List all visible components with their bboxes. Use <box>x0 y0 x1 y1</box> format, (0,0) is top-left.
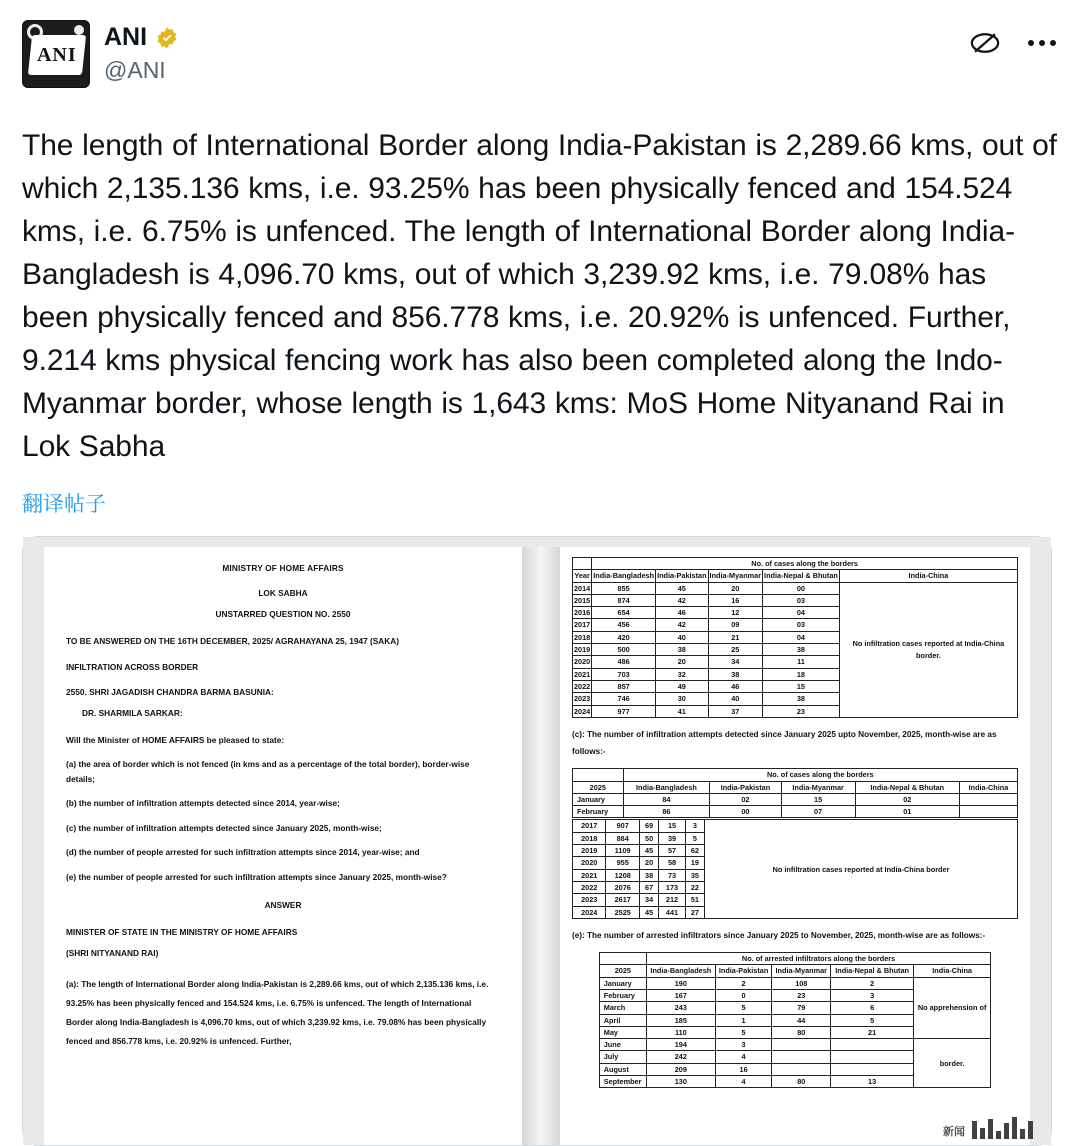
cell-bangladesh: 855 <box>592 582 656 594</box>
doc-minister-1: MINISTER OF STATE IN THE MINISTRY OF HOME AFFAIRS <box>66 926 298 937</box>
cell-year: 2024 <box>574 706 591 716</box>
cell-nepal-bhutan: 6 <box>831 1002 914 1014</box>
cell-nepal-bhutan: 04 <box>763 631 840 643</box>
cell-nepal-bhutan: 00 <box>763 582 840 594</box>
cell-myanmar: 12 <box>708 607 763 619</box>
cell-bangladesh: 2076 <box>606 881 639 893</box>
cell-myanmar: 79 <box>772 1002 831 1014</box>
doc-answer-a: (a): The length of International Border along India-Pakistan is 2,289.66 kms, out of which 2,135.136 kms, i.e. 93.25% has been physically fenced and 154.524 kms, i.e. 6.75% is unfenced. The length of International Border along India-Bangladesh is 4,096.70 kms, out of which 3,239.92 kms, i.e. 79.08% has been physically fenced and 856.778 kms, i.e. 20.92% is unfenced. Further, <box>66 978 489 1046</box>
col-india-bangladesh: India-Bangladesh <box>646 965 715 977</box>
col-india-china: India-China <box>839 570 1017 582</box>
cell-pakistan: 38 <box>656 644 708 656</box>
cell-pakistan: 50 <box>639 832 658 844</box>
display-name-row <box>104 24 179 52</box>
cell-nepal-bhutan <box>831 1063 914 1075</box>
cell-bangladesh: 1208 <box>606 869 639 881</box>
cell-pakistan: 67 <box>639 881 658 893</box>
col-year-2025: 2025 <box>573 781 624 793</box>
watermark-label: 新闻 <box>943 1126 965 1138</box>
cell-nepal-bhutan: 03 <box>763 619 840 631</box>
col-india-nepal-bhutan: India-Nepal & Bhutan <box>764 571 838 581</box>
cell-myanmar: 20 <box>708 582 763 594</box>
cell-bangladesh: 703 <box>592 668 656 680</box>
cell-pakistan: 42 <box>656 594 708 606</box>
cell-year: 2023 <box>574 694 591 704</box>
col-india-bangladesh: India-Bangladesh <box>593 571 655 581</box>
cell-bangladesh: 194 <box>646 1039 715 1051</box>
doc-asker-2: DR. SHARMILA SARKAR: <box>82 708 183 719</box>
tweet-text: The length of International Border along India-Pakistan is 2,289.66 kms, out of which 2,135.136 kms, i.e. 93.25% has been physically fenced and 154.524 kms, i.e. 6.75% is unfenced. The length of International Border along India-Bangladesh is 4,096.70 kms, out of which 3,239.92 kms, i.e. 79.08% has been physically fenced and 856.778 kms, i.e. 20.92% is unfenced. Further, 9.214 kms physical fencing work has also been completed along the Indo-Myanmar border, whose length is 1,643 kms: MoS Home Nityanand Rai in Lok Sabha <box>22 129 1057 463</box>
watermark <box>943 1117 1033 1139</box>
doc-question-e: (e) the number of people arrested for such infiltration attempts since January 2025, month-wise? <box>66 871 447 882</box>
cell-bangladesh: 654 <box>592 607 656 619</box>
cell-bangladesh: 884 <box>606 832 639 844</box>
cell-pakistan: 4 <box>715 1076 772 1088</box>
cell-myanmar: 38 <box>708 668 763 680</box>
col-india-pakistan: India-Pakistan <box>657 571 707 581</box>
doc-caption-c: (c): The number of infiltration attempts detected since January 2025 upto November, 2025, month-wise are as follows:- <box>572 729 997 757</box>
cell-pakistan: 45 <box>656 582 708 594</box>
cell-myanmar: 39 <box>659 832 685 844</box>
table-infiltration-yearwise <box>572 557 1018 718</box>
doc-answer-date: TO BE ANSWERED ON THE 16TH DECEMBER, 2025/ AGRAHAYANA 25, 1947 (SAKA) <box>66 635 400 646</box>
cell-nepal-bhutan: 23 <box>763 705 840 717</box>
document-scan <box>23 537 1051 1145</box>
cell-nepal-bhutan: 5 <box>831 1014 914 1026</box>
cell-bangladesh: 243 <box>646 1002 715 1014</box>
cell-nepal-bhutan: 18 <box>763 668 840 680</box>
cell-month: April <box>599 1014 646 1026</box>
cell-bangladesh: 907 <box>606 820 639 832</box>
table-row <box>599 977 990 989</box>
cell-pakistan: 46 <box>656 607 708 619</box>
cell-pakistan: 02 <box>710 793 781 805</box>
more-options-icon[interactable] <box>1026 36 1058 50</box>
cell-pakistan: 69 <box>639 820 658 832</box>
cell-year: 2022 <box>573 881 606 893</box>
cell-nepal-bhutan: 51 <box>685 894 704 906</box>
account-handle[interactable]: @ANI <box>104 56 166 83</box>
cell-pakistan: 3 <box>715 1039 772 1051</box>
grok-icon[interactable] <box>970 28 1000 58</box>
cell-year: 2022 <box>574 681 591 691</box>
account-names <box>104 20 179 83</box>
cell-bangladesh: 857 <box>592 680 656 692</box>
cell-myanmar: 80 <box>772 1076 831 1088</box>
cell-year: 2024 <box>573 906 606 918</box>
table-row <box>573 558 1018 570</box>
cell-month: February <box>573 806 624 818</box>
cell-year: 2020 <box>574 657 591 667</box>
document-page-left <box>44 547 522 1145</box>
cell-myanmar: 80 <box>772 1026 831 1038</box>
cell-bangladesh: 86 <box>623 806 710 818</box>
table-row <box>573 820 1018 832</box>
cell-bangladesh: 167 <box>646 989 715 1001</box>
avatar-logo-text: ANI <box>37 43 77 66</box>
avatar[interactable] <box>22 20 90 88</box>
cell-china <box>959 806 1017 818</box>
cell-nepal-bhutan: 21 <box>831 1026 914 1038</box>
table-spacer <box>599 953 646 965</box>
cell-myanmar: 212 <box>659 894 685 906</box>
col-india-nepal-bhutan: India-Nepal & Bhutan <box>831 965 914 977</box>
col-india-nepal-bhutan: India-Nepal & Bhutan <box>855 781 959 793</box>
cell-nepal-bhutan: 03 <box>763 594 840 606</box>
doc-question-b: (b) the number of infiltration attempts detected since 2014, year-wise; <box>66 798 340 809</box>
cell-myanmar: 57 <box>659 845 685 857</box>
cell-year: 2021 <box>574 669 591 679</box>
cell-pakistan: 49 <box>656 680 708 692</box>
cell-year: 2018 <box>573 832 606 844</box>
doc-question-d: (d) the number of people arrested for such infiltration attempts since 2014, year-wise; and <box>66 847 420 858</box>
cell-myanmar <box>772 1063 831 1075</box>
cell-year: 2019 <box>574 645 591 655</box>
cell-pakistan: 41 <box>656 705 708 717</box>
cell-pakistan: 20 <box>656 656 708 668</box>
cell-bangladesh: 209 <box>646 1063 715 1075</box>
cell-pakistan: 40 <box>656 631 708 643</box>
cell-nepal-bhutan: 04 <box>763 607 840 619</box>
cell-myanmar: 58 <box>659 857 685 869</box>
cell-pakistan: 5 <box>715 1002 772 1014</box>
cell-nepal-bhutan: 2 <box>831 977 914 989</box>
cell-myanmar: 07 <box>781 806 855 818</box>
document-page-right <box>560 547 1030 1145</box>
cell-bangladesh: 746 <box>592 693 656 705</box>
table-spacer <box>573 769 624 781</box>
cell-bangladesh: 130 <box>646 1076 715 1088</box>
cell-bangladesh: 456 <box>592 619 656 631</box>
col-india-bangladesh: India-Bangladesh <box>623 781 710 793</box>
cell-bangladesh: 955 <box>606 857 639 869</box>
cell-bangladesh: 874 <box>592 594 656 606</box>
cell-nepal-bhutan: 15 <box>763 680 840 692</box>
cell-nepal-bhutan <box>831 1039 914 1051</box>
cell-month: September <box>599 1076 646 1088</box>
cell-month: January <box>573 793 624 805</box>
cell-year: 2014 <box>574 583 591 593</box>
doc-minister-2: (SHRI NITYANAND RAI) <box>66 948 159 959</box>
table-row <box>573 582 1018 594</box>
table-infiltration-monthwise-2025 <box>572 768 1018 818</box>
cell-year: 2018 <box>574 632 591 642</box>
cell-pakistan: 34 <box>639 894 658 906</box>
cell-pakistan: 32 <box>656 668 708 680</box>
cell-myanmar: 37 <box>708 705 763 717</box>
col-india-pakistan: India-Pakistan <box>715 965 772 977</box>
cell-bangladesh: 2617 <box>606 894 639 906</box>
cell-nepal-bhutan: 38 <box>763 693 840 705</box>
cell-pakistan: 38 <box>639 869 658 881</box>
cell-pakistan: 1 <box>715 1014 772 1026</box>
cell-pakistan: 5 <box>715 1026 772 1038</box>
cell-year: 2016 <box>574 608 591 618</box>
header-actions <box>970 20 1058 58</box>
col-year-2025: 2025 <box>599 965 646 977</box>
cell-myanmar: 173 <box>659 881 685 893</box>
cell-nepal-bhutan: 22 <box>685 881 704 893</box>
table-row <box>573 769 1018 781</box>
table-arrested-monthwise-2025 <box>599 952 991 1088</box>
cell-bangladesh: 190 <box>646 977 715 989</box>
cell-nepal-bhutan: 27 <box>685 906 704 918</box>
table-row <box>573 806 1018 818</box>
cell-pakistan: 00 <box>710 806 781 818</box>
table-header-row <box>599 965 990 977</box>
cell-nepal-bhutan: 02 <box>855 793 959 805</box>
cell-nepal-bhutan: 19 <box>685 857 704 869</box>
cell-pakistan: 2 <box>715 977 772 989</box>
col-india-pakistan: India-Pakistan <box>710 781 781 793</box>
cell-pakistan: 20 <box>639 857 658 869</box>
table-arrested-yearwise <box>572 819 1018 918</box>
table-title-b: No. of cases along the borders <box>592 558 1018 570</box>
cell-year: 2017 <box>573 820 606 832</box>
table-title-c: No. of cases along the borders <box>623 769 1017 781</box>
cell-nepal-bhutan: 01 <box>855 806 959 818</box>
doc-will-minister: Will the Minister of HOME AFFAIRS be pleased to state: <box>66 734 285 745</box>
cell-bangladesh: 486 <box>592 656 656 668</box>
cell-myanmar: 44 <box>772 1014 831 1026</box>
doc-question-a: (a) the area of border which is not fenced (in kms and as a percentage of the total border), border-wise details; <box>66 759 470 784</box>
doc-question-no: UNSTARRED QUESTION NO. 2550 <box>215 609 351 620</box>
display-name[interactable]: ANI <box>104 23 148 51</box>
cell-nepal-bhutan: 62 <box>685 845 704 857</box>
cell-month: July <box>599 1051 646 1063</box>
cell-nepal-bhutan: 13 <box>831 1076 914 1088</box>
cell-myanmar: 09 <box>708 619 763 631</box>
cell-china-note: No infiltration cases reported at India-China border. <box>839 582 1017 717</box>
cell-myanmar: 441 <box>659 906 685 918</box>
translate-post-link[interactable]: 翻译帖子 <box>22 493 106 516</box>
cell-pakistan: 0 <box>715 989 772 1001</box>
cell-month: May <box>599 1026 646 1038</box>
col-year: Year <box>574 571 590 581</box>
table-row <box>599 953 990 965</box>
table-header-row <box>573 781 1018 793</box>
cell-bangladesh: 1109 <box>606 845 639 857</box>
cell-year: 2019 <box>573 845 606 857</box>
tweet-media-card[interactable] <box>22 536 1052 1146</box>
cell-bangladesh: 977 <box>592 705 656 717</box>
cell-pakistan: 30 <box>656 693 708 705</box>
doc-house: LOK SABHA <box>258 587 308 598</box>
cell-myanmar <box>772 1039 831 1051</box>
cell-bangladesh: 242 <box>646 1051 715 1063</box>
cell-myanmar: 15 <box>781 793 855 805</box>
table-row <box>599 1039 990 1051</box>
cell-month: June <box>599 1039 646 1051</box>
table-row <box>573 793 1018 805</box>
col-india-china: India-China <box>914 965 991 977</box>
cell-month: March <box>599 1002 646 1014</box>
cell-bangladesh: 500 <box>592 644 656 656</box>
cell-pakistan: 45 <box>639 906 658 918</box>
cell-bangladesh: 110 <box>646 1026 715 1038</box>
col-india-myanmar: India-Myanmar <box>772 965 831 977</box>
cell-myanmar: 73 <box>659 869 685 881</box>
cell-china-note: No apprehension of <box>914 977 991 1038</box>
cell-myanmar: 34 <box>708 656 763 668</box>
cell-china <box>959 793 1017 805</box>
cell-nepal-bhutan: 38 <box>763 644 840 656</box>
cell-bangladesh: 2525 <box>606 906 639 918</box>
cell-myanmar: 25 <box>708 644 763 656</box>
cell-month: January <box>599 977 646 989</box>
cell-month: August <box>599 1063 646 1075</box>
cell-nepal-bhutan: 5 <box>685 832 704 844</box>
cell-myanmar: 108 <box>772 977 831 989</box>
doc-question-c: (c) the number of infiltration attempts detected since January 2025, month-wise; <box>66 822 382 833</box>
cell-pakistan: 16 <box>715 1063 772 1075</box>
avatar-lens-small-icon <box>74 25 84 35</box>
cell-myanmar <box>772 1051 831 1063</box>
cell-bangladesh: 84 <box>623 793 710 805</box>
verified-icon <box>155 26 179 50</box>
cell-china-note: No infiltration cases reported at India-China border <box>705 820 1018 918</box>
cell-bangladesh: 185 <box>646 1014 715 1026</box>
page-gutter <box>522 547 560 1145</box>
cell-myanmar: 46 <box>708 680 763 692</box>
avatar-logo <box>28 35 86 75</box>
cell-nepal-bhutan: 11 <box>763 656 840 668</box>
cell-year: 2023 <box>573 894 606 906</box>
cell-nepal-bhutan: 35 <box>685 869 704 881</box>
cell-bangladesh: 420 <box>592 631 656 643</box>
cell-myanmar: 15 <box>659 820 685 832</box>
cell-year: 2017 <box>574 620 591 630</box>
cell-year: 2021 <box>573 869 606 881</box>
cell-pakistan: 45 <box>639 845 658 857</box>
cell-myanmar: 21 <box>708 631 763 643</box>
table-header-row <box>573 570 1018 582</box>
col-india-china: India-China <box>959 781 1017 793</box>
table-spacer <box>573 558 592 570</box>
cell-nepal-bhutan: 3 <box>831 989 914 1001</box>
cell-pakistan: 4 <box>715 1051 772 1063</box>
doc-asker-1: 2550. SHRI JAGADISH CHANDRA BARMA BASUNIA: <box>66 686 274 697</box>
cell-china-note-2: border. <box>914 1039 991 1088</box>
cell-nepal-bhutan: 3 <box>685 820 704 832</box>
tweet-header <box>22 20 1058 98</box>
cell-year: 2015 <box>574 595 591 605</box>
cell-year: 2020 <box>573 857 606 869</box>
doc-caption-e: (e): The number of arrested infiltrators since January 2025 to November, 2025, month-wise are as follows:- <box>572 930 986 940</box>
cell-myanmar: 16 <box>708 594 763 606</box>
cell-nepal-bhutan <box>831 1051 914 1063</box>
col-india-myanmar: India-Myanmar <box>709 571 762 581</box>
doc-answer-heading: ANSWER <box>264 900 302 911</box>
doc-ministry: MINISTRY OF HOME AFFAIRS <box>222 563 344 573</box>
cell-month: February <box>599 989 646 1001</box>
cell-myanmar: 40 <box>708 693 763 705</box>
cell-pakistan: 42 <box>656 619 708 631</box>
col-india-myanmar: India-Myanmar <box>781 781 855 793</box>
cell-myanmar: 23 <box>772 989 831 1001</box>
table-title-e: No. of arrested infiltrators along the borders <box>646 953 990 965</box>
doc-subject: INFILTRATION ACROSS BORDER <box>66 662 199 673</box>
